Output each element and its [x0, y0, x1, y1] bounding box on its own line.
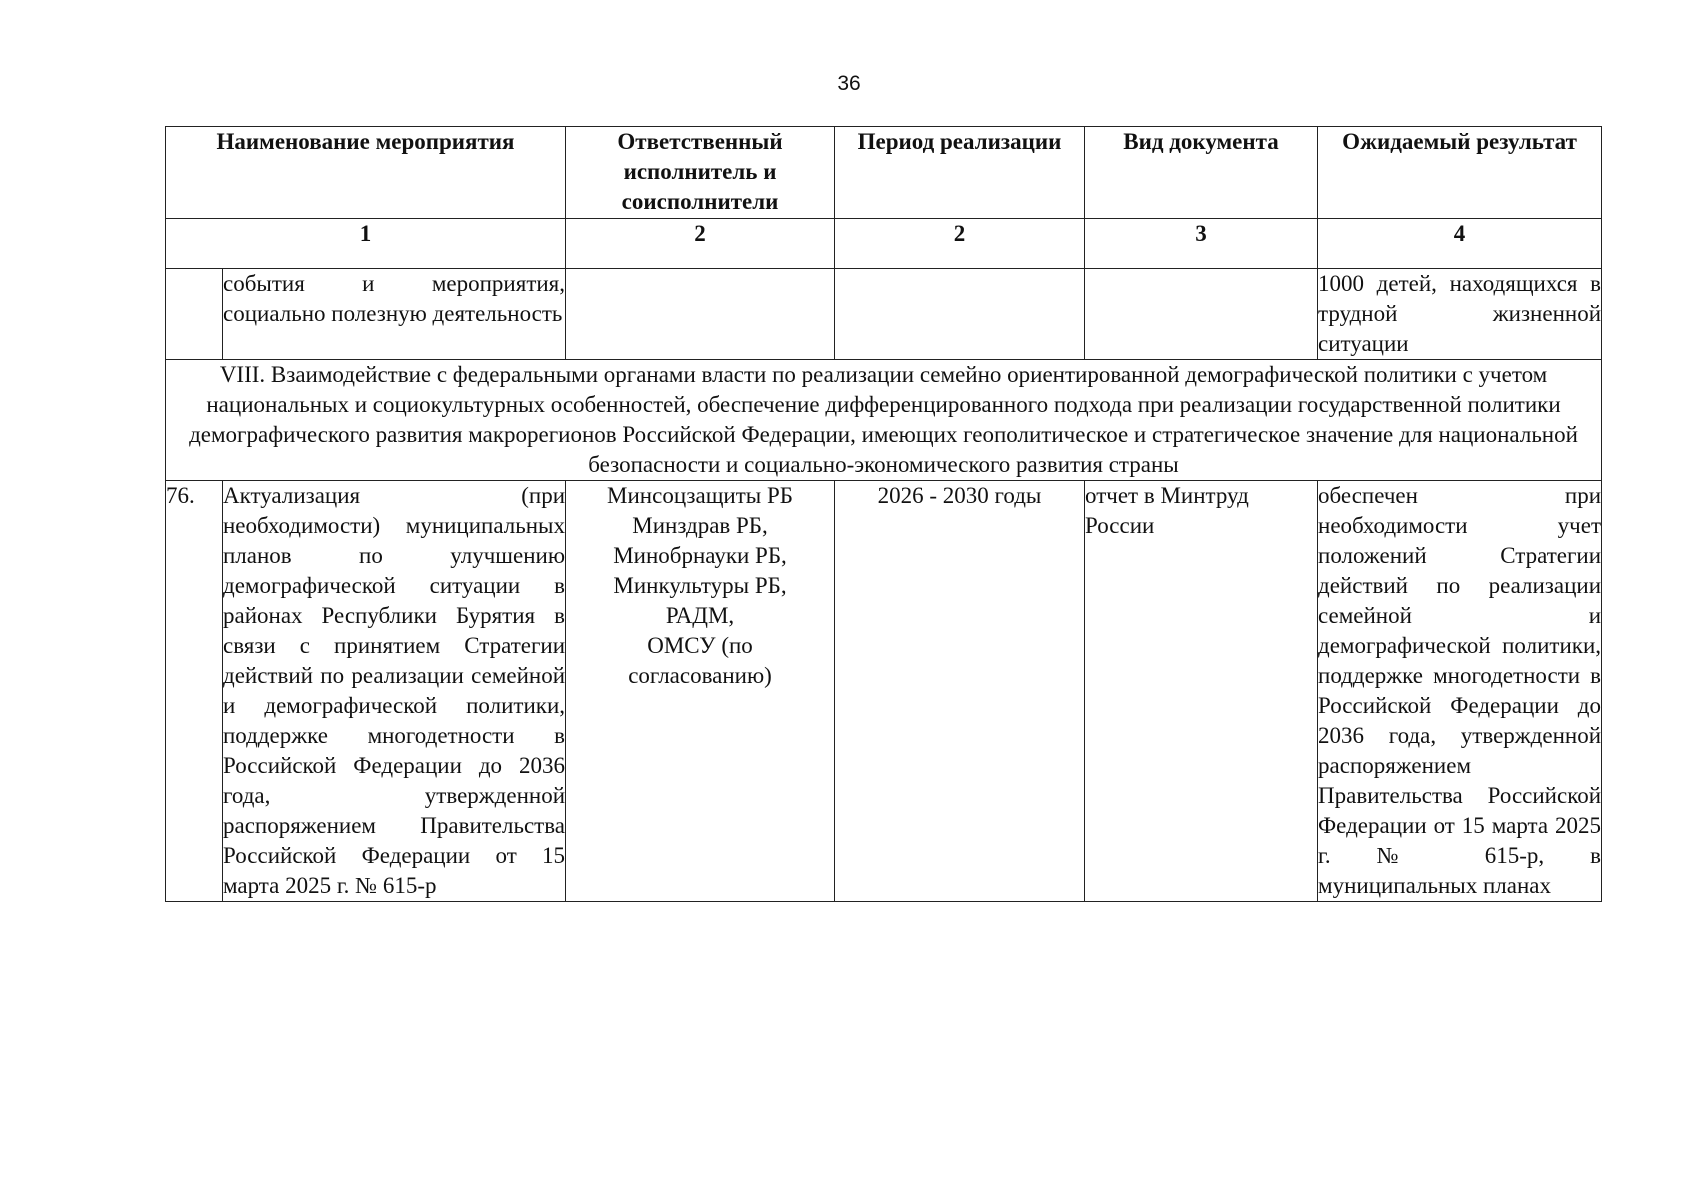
row-doc-type — [1085, 269, 1318, 360]
column-number-doc-type: 3 — [1085, 219, 1318, 269]
table-header-row — [166, 127, 1602, 219]
row-period — [835, 269, 1085, 360]
header-period: Период реализации — [835, 127, 1085, 219]
column-number-responsible: 2 — [566, 219, 835, 269]
column-number-name: 1 — [166, 219, 566, 269]
row-doc-type: отчет в Минтруд России — [1085, 481, 1318, 902]
column-number-row — [166, 219, 1602, 269]
responsible-line: Минобрнауки РБ, — [613, 543, 787, 568]
row-period: 2026 - 2030 годы — [835, 481, 1085, 902]
page-number: 36 — [837, 72, 861, 95]
responsible-line: согласованию) — [628, 663, 772, 688]
header-responsible: Ответственный исполнитель и соисполнители — [566, 127, 835, 219]
table-row — [166, 481, 1602, 902]
column-number-result: 4 — [1318, 219, 1602, 269]
row-name: события и мероприятия, социально полезную деятельность — [223, 269, 566, 360]
responsible-line: Минсоцзащиты РБ — [607, 483, 793, 508]
section-row — [166, 360, 1602, 481]
column-number-period: 2 — [835, 219, 1085, 269]
responsible-line: Минздрав РБ, — [632, 513, 768, 538]
row-index: 76. — [166, 481, 223, 902]
header-result: Ожидаемый результат — [1318, 127, 1602, 219]
row-name: Актуализация (при необходимости) муниципальных планов по улучшению демографической ситуации в районах Республики Бурятия в связи с принятием Стратегии действий по реализации семейной и демографической политики, поддержке многодетности в Российской Федерации до 2036 года, утвержденной распоряжением Правительства Российской Федерации от 15 марта 2025 г. № 615-р — [223, 481, 566, 902]
responsible-line: Минкультуры РБ, — [613, 573, 787, 598]
header-name: Наименование мероприятия — [166, 127, 566, 219]
row-result: 1000 детей, находящихся в трудной жизненной ситуации — [1318, 269, 1602, 360]
action-plan-table — [165, 126, 1602, 902]
section-title: VIII. Взаимодействие с федеральными органами власти по реализации семейно ориентированной демографической политики с учетом национальных и социокультурных особенностей, обеспечение дифференцированного подхода при реализации государственной политики демографического развития макрорегионов Российской Федерации, имеющих геополитическое и стратегическое значение для национальной безопасности и социально-экономического развития страны — [166, 360, 1602, 481]
row-index — [166, 269, 223, 360]
table-row — [166, 269, 1602, 360]
header-doc-type: Вид документа — [1085, 127, 1318, 219]
responsible-line: РАДМ, — [665, 603, 735, 628]
row-responsible — [566, 269, 835, 360]
row-responsible — [566, 481, 835, 902]
responsible-line: ОМСУ (по — [647, 633, 753, 658]
row-result: обеспечен при необходимости учет положений Стратегии действий по реализации семейной и демографической политики, поддержке многодетности в Российской Федерации до 2036 года, утвержденной распоряжением Правительства Российской Федерации от 15 марта 2025 г. № 615-р, в муниципальных планах — [1318, 481, 1602, 902]
